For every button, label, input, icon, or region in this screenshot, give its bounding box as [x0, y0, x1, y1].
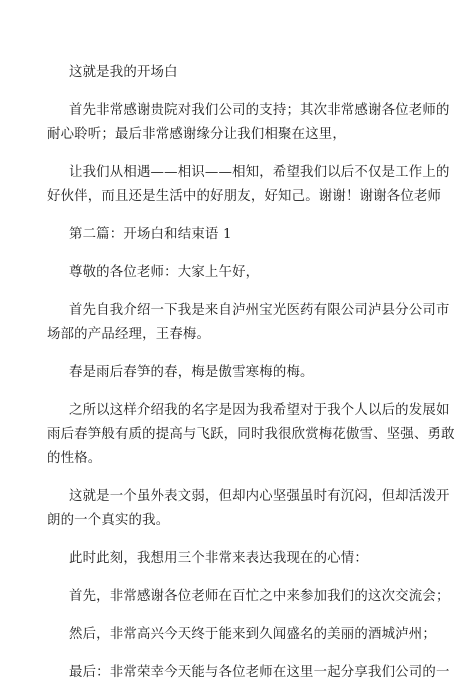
- paragraph-opening-end: [68, 61, 417, 85]
- text-line: 的性格。: [47, 451, 102, 466]
- paragraph-thanks: [47, 99, 450, 147]
- heading-line: 第二篇：开场白和结束语 1: [69, 227, 232, 242]
- paragraph-greeting: [68, 261, 417, 285]
- paragraph-three-feelings: [68, 547, 417, 571]
- paragraph-finally: [68, 661, 450, 685]
- paragraph-self-intro: [47, 299, 450, 347]
- section-heading: [68, 223, 417, 247]
- text-line: 此时此刻，我想用三个非常来表达我现在的心情：: [69, 551, 368, 566]
- text-line: 春是雨后春笋的春，梅是傲雪寒梅的梅。: [69, 365, 314, 380]
- text-line: 场部的产品经理，王春梅。: [47, 327, 211, 342]
- text-line: 最后：非常荣幸今天能与各位老师在这里一起分享我们公司的一: [69, 665, 450, 680]
- text-line: 耐心聆听；最后非常感谢缘分让我们相聚在这里，: [47, 127, 346, 142]
- text-line: 这就是我的开场白: [69, 65, 178, 80]
- text-line: 朗的一个真实的我。: [47, 513, 170, 528]
- text-line: 之所以这样介绍我的名字是因为我希望对于我个人以后的发展如: [69, 403, 450, 418]
- text-line: 尊敬的各位老师：大家上午好，: [69, 265, 260, 280]
- paragraph-then: [68, 623, 436, 647]
- text-line: 首先非常感谢贵院对我们公司的支持；其次非常感谢各位老师的: [69, 103, 450, 118]
- paragraph-name-meaning: [68, 361, 417, 385]
- text-line: 首先，非常感谢各位老师在百忙之中来参加我们的这次交流会；: [69, 589, 450, 604]
- text-line: 雨后春笋般有质的提高与飞跃，同时我很欣赏梅花傲雪、坚强、勇敢: [47, 427, 455, 442]
- paragraph-true-self: [47, 485, 450, 533]
- text-line: 然后，非常高兴今天终于能来到久闻盛名的美丽的酒城泸州；: [69, 627, 436, 642]
- text-line: 好伙伴，而且还是生活中的好朋友，好知己。谢谢！谢谢各位老师: [47, 189, 442, 204]
- paragraph-first: [68, 585, 450, 609]
- text-line: 首先自我介绍一下我是来自泸州宝光医药有限公司泸县分公司市: [69, 303, 450, 318]
- text-line: 让我们从相遇——相识——相知，希望我们以后不仅是工作上的: [69, 165, 450, 180]
- text-line: 这就是一个虽外表文弱，但却内心坚强虽时有沉闷，但却活泼开: [69, 489, 450, 504]
- paragraph-name-reason: [47, 399, 455, 471]
- paragraph-meeting: [47, 161, 450, 209]
